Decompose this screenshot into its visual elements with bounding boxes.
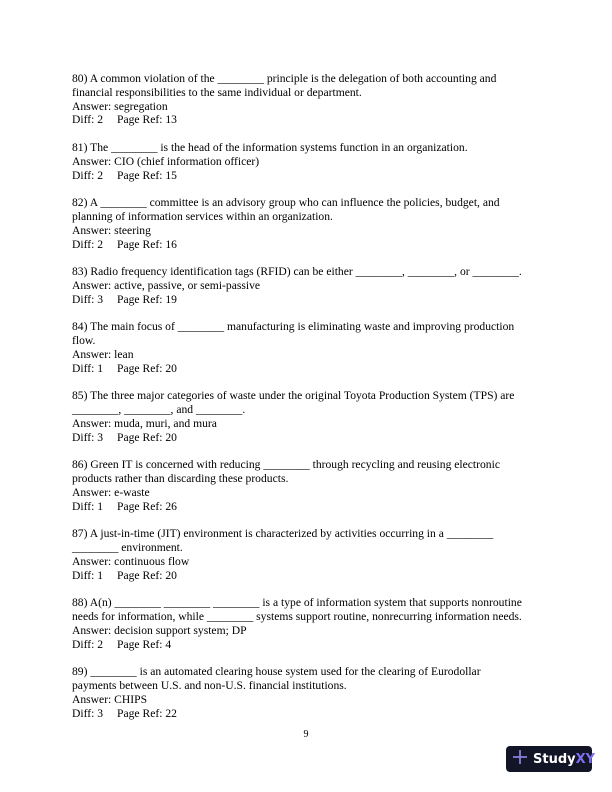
answer: Answer: CIO (chief information officer): [72, 154, 260, 168]
difficulty: Diff: 2: [72, 637, 104, 651]
page-ref: Page Ref: 20: [117, 361, 177, 375]
page-ref: Page Ref: 13: [117, 113, 177, 127]
question-text: 88) A(n) ________ ________ ________ is a type of information system that supports nonroutine: [72, 596, 522, 610]
question-meta: [72, 707, 542, 721]
page-ref: Page Ref: 26: [117, 499, 177, 513]
difficulty: Diff: 2: [72, 237, 104, 251]
difficulty: Diff: 1: [72, 499, 104, 513]
question-text: payments between U.S. and non-U.S. financial institutions.: [72, 679, 347, 693]
answer: Answer: muda, muri, and mura: [72, 416, 217, 430]
badge-label: Study: [533, 751, 576, 767]
question-81: [72, 141, 542, 182]
question-text: 89) ________ is an automated clearing house system used for the clearing of Eurodollar: [72, 665, 481, 679]
difficulty: Diff: 1: [72, 361, 104, 375]
difficulty: Diff: 1: [72, 568, 104, 582]
question-text: planning of information services within an organization.: [72, 209, 333, 223]
answer: Answer: steering: [72, 223, 151, 237]
answer: Answer: e-waste: [72, 485, 150, 499]
question-text: 83) Radio frequency identification tags (RFID) can be either ________, ________, or ________.: [72, 265, 522, 279]
question-meta: [72, 638, 542, 652]
question-meta: [72, 169, 542, 183]
difficulty: Diff: 2: [72, 168, 104, 182]
page-ref: Page Ref: 20: [117, 430, 177, 444]
question-meta: [72, 238, 542, 252]
page-ref: Page Ref: 19: [117, 292, 177, 306]
answer: Answer: continuous flow: [72, 554, 190, 568]
question-text: needs for information, while ________ systems support routine, nonrecurring information needs.: [72, 610, 522, 624]
page-ref: Page Ref: 16: [117, 237, 177, 251]
question-text: 84) The main focus of ________ manufacturing is eliminating waste and improving production: [72, 320, 515, 334]
page-ref: Page Ref: 15: [117, 168, 177, 182]
difficulty: Diff: 3: [72, 706, 104, 720]
badge-label-accent: XY: [575, 751, 596, 767]
difficulty: Diff: 3: [72, 292, 104, 306]
question-83: [72, 265, 542, 306]
question-meta: [72, 500, 542, 514]
question-meta: [72, 362, 542, 376]
studyxy-badge[interactable]: [506, 746, 596, 772]
question-text: 86) Green IT is concerned with reducing ________ through recycling and reusing electronic: [72, 458, 500, 472]
question-text: 85) The three major categories of waste under the original Toyota Production System (TPS) are: [72, 389, 515, 403]
difficulty: Diff: 3: [72, 430, 104, 444]
question-text: products rather than discarding these products.: [72, 472, 289, 486]
question-text: 80) A common violation of the ________ principle is the delegation of both accounting and: [72, 72, 497, 85]
difficulty: Diff: 2: [72, 113, 104, 127]
question-85: [72, 389, 542, 444]
plus-icon: [512, 749, 528, 769]
question-meta: [72, 113, 542, 127]
question-text: ________ environment.: [72, 541, 183, 555]
answer: Answer: active, passive, or semi-passive: [72, 278, 261, 292]
question-meta: [72, 431, 542, 445]
page-number: 9: [303, 729, 309, 740]
question-84: [72, 320, 542, 375]
question-86: [72, 458, 542, 513]
answer: Answer: segregation: [72, 99, 168, 113]
page-ref: Page Ref: 4: [117, 637, 172, 651]
question-87: [72, 527, 542, 582]
answer: Answer: lean: [72, 347, 134, 361]
question-meta: [72, 293, 542, 307]
page-ref: Page Ref: 20: [117, 568, 177, 582]
question-89: [72, 665, 542, 720]
answer: Answer: decision support system; DP: [72, 623, 247, 637]
question-text: 82) A ________ committee is an advisory group who can influence the policies, budget, and: [72, 196, 500, 210]
question-82: [72, 196, 542, 251]
question-text: ________, ________, and ________.: [72, 403, 246, 417]
question-text: flow.: [72, 334, 96, 348]
question-88: [72, 596, 542, 651]
page-ref: Page Ref: 22: [117, 706, 177, 720]
question-text: financial responsibilities to the same individual or department.: [72, 85, 362, 99]
question-meta: [72, 569, 542, 583]
answer: Answer: CHIPS: [72, 692, 148, 706]
question-80: [72, 72, 542, 127]
question-text: 87) A just-in-time (JIT) environment is characterized by activities occurring in a ________: [72, 527, 494, 541]
document-page: [72, 72, 542, 734]
question-text: 81) The ________ is the head of the information systems function in an organization.: [72, 140, 468, 154]
